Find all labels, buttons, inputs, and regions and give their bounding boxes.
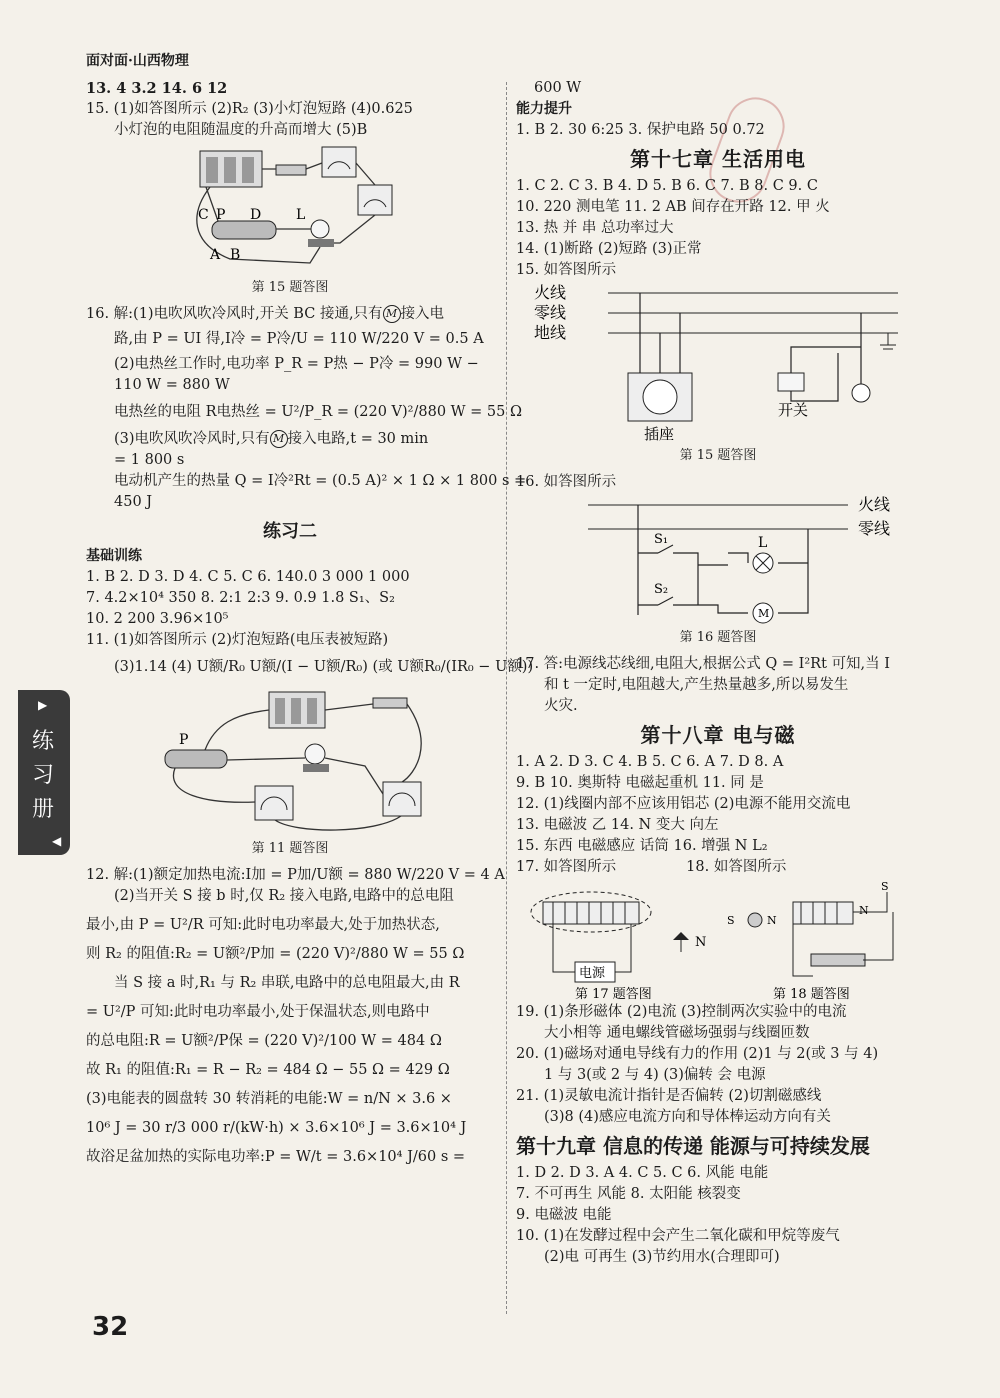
left-column <box>86 78 534 1176</box>
fig-label: S <box>727 914 735 927</box>
fig-label: L <box>296 207 306 223</box>
answer-line: 15. (1)如答图所示 (2)R₂ (3)小灯泡短路 (4)0.625 <box>86 101 413 117</box>
answer-line: 17. 答:电源线芯线细,电阻大,根据公式 Q = I²Rt 可知,当 I <box>516 656 890 672</box>
fig-label: C <box>198 207 209 223</box>
figure-caption: 第 15 题答图 <box>679 448 757 463</box>
motor-symbol: M <box>383 305 401 323</box>
answer-line: 10. (1)在发酵过程中会产生二氧化碳和甲烷等废气 <box>516 1228 840 1244</box>
answer-line: (3)电吹风吹冷风时,只有 M 接入电路,t = 30 min <box>114 431 429 447</box>
fig-label: M <box>758 607 770 620</box>
answer-line: 13. 电磁波 乙 14. N 变大 向左 <box>516 817 719 833</box>
answer-line: 10⁶ J = 30 r/3 000 r/(kW·h) × 3.6×10⁶ J = 3.6×10⁴ J <box>86 1120 467 1136</box>
answer-line: 110 W = 880 W <box>114 377 230 393</box>
answer-line: 9. 电磁波 电能 <box>516 1207 612 1223</box>
fig-label: P <box>216 207 226 223</box>
answer-line: (3)1.14 (4) U额/R₀ U额/(I − U额/R₀) (或 U额R₀/(IR₀ − U额)) <box>114 659 534 675</box>
answer-line: 故 R₁ 的阻值:R₁ = R − R₂ = 484 Ω − 55 Ω = 429 Ω <box>86 1062 450 1078</box>
figure-caption: 第 18 题答图 <box>773 987 850 1000</box>
circuit-figure-15 <box>170 143 410 275</box>
answer-line: 故浴足盆加热的实际电功率:P = W/t = 3.6×10⁴ J/60 s = <box>86 1149 466 1165</box>
fig-label: N <box>695 935 707 950</box>
answer-line: 路,由 P = UI 得,I冷 = P冷/U = 110 W/220 V = 0.5 A <box>114 331 484 347</box>
right-column <box>516 78 920 1268</box>
answer-line: = 1 800 s <box>114 452 185 468</box>
subsection-title: 基础训练 <box>86 548 142 564</box>
answer-line: 9. B 10. 奥斯特 电磁起重机 11. 同 是 <box>516 775 764 791</box>
fig-label: 火线 <box>858 495 891 514</box>
answer-line: 电热丝的电阻 R电热丝 = U²/P_R = (220 V)²/880 W = 55 Ω <box>114 404 523 420</box>
fig-label: B <box>230 247 241 263</box>
answer-line: 1. B 2. D 3. D 4. C 5. C 6. 140.0 3 000 1 000 <box>86 569 410 585</box>
answer-line: 10. 2 200 3.96×10⁵ <box>86 611 229 627</box>
answer-line: 10. 220 测电笔 11. 2 AB 间存在开路 12. 甲 火 <box>516 199 830 215</box>
answer-line: 15. 东西 电磁感应 话筒 16. 增强 N L₂ <box>516 838 768 854</box>
answer-line: (3)电能表的圆盘转 30 转消耗的电能:W = n/N × 3.6 × <box>86 1091 452 1107</box>
wiring-figure-16 <box>528 495 908 625</box>
answer-line: 和 t 一定时,电阻越大,产生热量越多,所以易发生 <box>544 677 849 693</box>
magnet-figures-17-18 <box>523 880 913 1000</box>
answer-line: 21. (1)灵敏电流计指针是否偏转 (2)切割磁感线 <box>516 1088 822 1104</box>
answer-line: 7. 4.2×10⁴ 350 8. 2:1 2:3 9. 0.9 1.8 S₁、S₂ <box>86 590 395 606</box>
answer-line: 小灯泡的电阻随温度的升高而增大 (5)B <box>114 122 368 138</box>
side-tab-char: 册 <box>32 797 55 822</box>
fig-label: P <box>179 732 189 748</box>
fig-label: S <box>881 880 889 893</box>
answer-line: 最小,由 P = U²/R 可知:此时电功率最大,处于加热状态, <box>86 917 440 933</box>
fig-label: L <box>758 535 768 551</box>
fig-label: 零线 <box>858 519 891 538</box>
fig-label: 电源 <box>579 966 606 981</box>
answer-line: 1. B 2. 30 6:25 3. 保护电路 50 0.72 <box>516 122 765 138</box>
figure-caption: 第 16 题答图 <box>679 630 757 645</box>
answer-line: 12. 解:(1)额定加热电流:I加 = P加/U额 = 880 W/220 V = 4 A <box>86 867 505 883</box>
answer-line: 1 与 3(或 2 与 4) (3)偏转 会 电源 <box>544 1067 766 1083</box>
answer-line: 600 W <box>534 80 582 96</box>
answer-line: 大小相等 通电螺线管磁场强弱与线圈匝数 <box>544 1025 810 1041</box>
answer-line: 1. A 2. D 3. C 4. B 5. C 6. A 7. D 8. A <box>516 754 784 770</box>
page-number: 32 <box>92 1312 129 1342</box>
fig-label: 零线 <box>534 303 567 322</box>
motor-symbol: M <box>270 430 288 448</box>
answer-line: 12. (1)线圈内部不应该用铝芯 (2)电源不能用交流电 <box>516 796 851 812</box>
answer-line: (2)当开关 S 接 b 时,仅 R₂ 接入电路,电路中的总电阻 <box>114 888 454 904</box>
answer-line: 16. 解:(1)电吹风吹冷风时,开关 BC 接通,只有 M 接入电 <box>86 306 445 322</box>
answer-line: 1. D 2. D 3. A 4. C 5. C 6. 风能 电能 <box>516 1165 769 1181</box>
answer-line: 19. (1)条形磁体 (2)电流 (3)控制两次实验中的电流 <box>516 1004 847 1020</box>
answer-line: 火灾. <box>544 698 578 714</box>
answer-line: = U²/P 可知:此时电功率最小,处于保温状态,则电路中 <box>86 1004 430 1020</box>
fig-label: A <box>210 247 221 263</box>
answer-line: 1. C 2. C 3. B 4. D 5. B 6. C 7. B 8. C 9. C <box>516 178 818 194</box>
figure-caption: 第 11 题答图 <box>251 841 329 856</box>
subsection-title: 能力提升 <box>516 101 572 117</box>
answer-line: 15. 如答图所示 <box>516 262 617 278</box>
chapter-title: 第十八章 电与磁 <box>640 723 796 747</box>
figure-caption: 第 17 题答图 <box>575 987 652 1000</box>
figure-caption: 第 15 题答图 <box>251 280 329 295</box>
column-divider <box>506 82 507 1314</box>
fig-label: S₂ <box>654 582 669 597</box>
running-header: 面对面·山西物理 <box>86 53 189 69</box>
answer-line: 16. 如答图所示 <box>516 474 617 490</box>
answer-line: 14. (1)断路 (2)短路 (3)正常 <box>516 241 702 257</box>
fig-label: N <box>859 904 869 917</box>
fig-label: 开关 <box>778 401 809 419</box>
answer-line: 13. 4 3.2 14. 6 12 <box>86 80 228 97</box>
wiring-figure-15 <box>528 283 908 443</box>
fig-label: 火线 <box>534 283 567 302</box>
fig-label: D <box>250 207 262 223</box>
circuit-figure-11 <box>145 684 435 836</box>
answer-line: 450 J <box>114 494 153 510</box>
answer-line: 17. 如答图所示 18. 如答图所示 <box>516 859 787 875</box>
answer-line: 7. 不可再生 风能 8. 太阳能 核裂变 <box>516 1186 741 1202</box>
side-tab-char: 习 <box>32 763 55 788</box>
fig-label: 地线 <box>534 323 567 342</box>
answer-line: 13. 热 并 串 总功率过大 <box>516 220 674 236</box>
answer-line: 11. (1)如答图所示 (2)灯泡短路(电压表被短路) <box>86 632 389 648</box>
fig-label: 插座 <box>644 425 675 443</box>
answer-line: 当 S 接 a 时,R₁ 与 R₂ 串联,电路中的总电阻最大,由 R <box>114 975 460 991</box>
fig-label: S₁ <box>654 532 669 547</box>
answer-line: 的总电阻:R = U额²/P保 = (220 V)²/100 W = 484 Ω <box>86 1033 442 1049</box>
answer-line: (3)8 (4)感应电流方向和导体棒运动方向有关 <box>544 1109 831 1125</box>
answer-line: (2)电热丝工作时,电功率 P_R = P热 − P冷 = 990 W − <box>114 356 479 372</box>
chapter-title: 第十九章 信息的传递 能源与可持续发展 <box>516 1134 870 1158</box>
fig-label: N <box>767 914 777 927</box>
answer-line: 20. (1)磁场对通电导线有力的作用 (2)1 与 2(或 3 与 4) <box>516 1046 879 1062</box>
answer-line: 电动机产生的热量 Q = I冷²Rt = (0.5 A)² × 1 Ω × 1 800 s = <box>114 473 527 489</box>
side-tab-char: 练 <box>32 729 55 754</box>
chapter-title: 第十七章 生活用电 <box>630 147 806 171</box>
answer-line: 则 R₂ 的阻值:R₂ = U额²/P加 = (220 V)²/880 W = 55 Ω <box>86 946 465 962</box>
answer-line: (2)电 可再生 (3)节约用水(合理即可) <box>544 1249 780 1265</box>
side-tab: ▶ 练 习 册 ◀ <box>18 690 70 855</box>
section-title: 练习二 <box>263 521 317 542</box>
